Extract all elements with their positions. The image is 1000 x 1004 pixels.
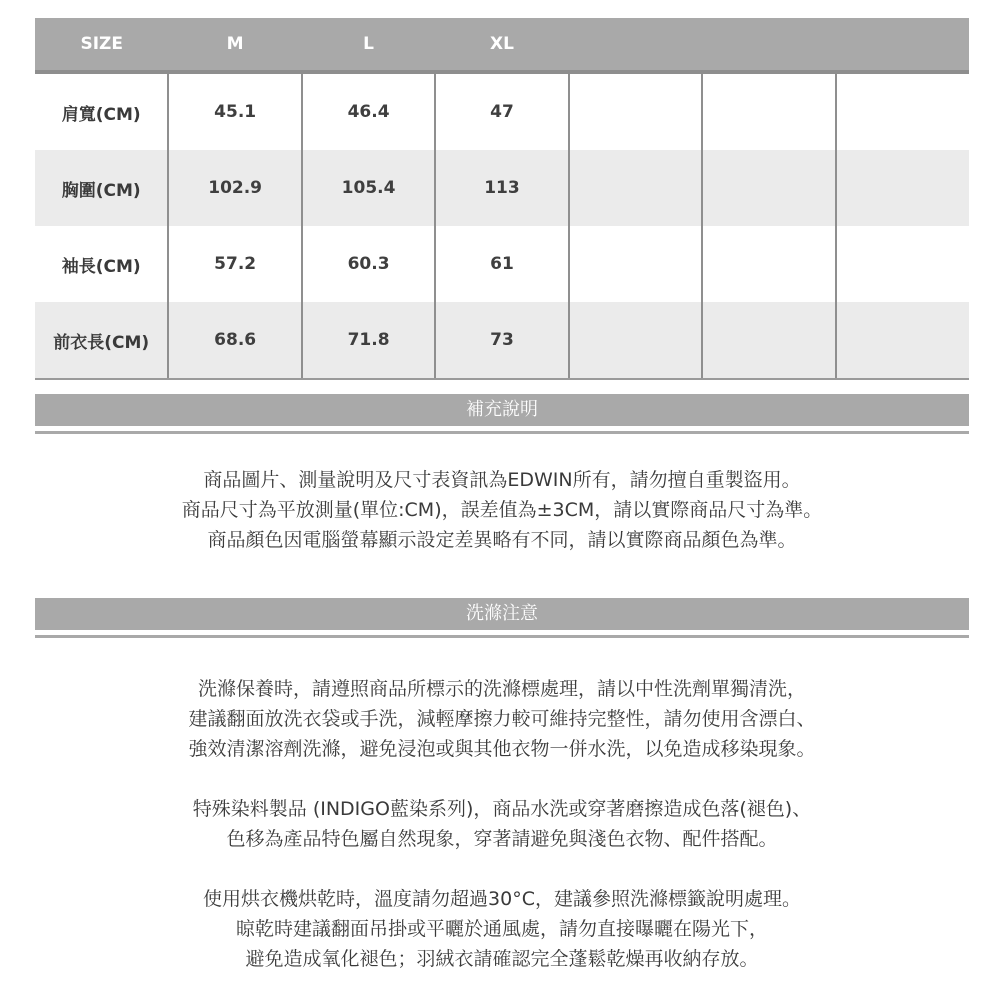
row-label: 胸圍(CM) (35, 150, 168, 226)
cell-value: 46.4 (302, 72, 435, 150)
cell-value: 60.3 (302, 226, 435, 302)
header-m: M (168, 18, 301, 72)
header-empty (569, 18, 702, 72)
table-row-chest (35, 150, 969, 226)
cell-value: 102.9 (168, 150, 301, 226)
washing-line: 使用烘衣機烘乾時，溫度請勿超過30°C，建議參照洗滌標籤說明處理。 (203, 888, 801, 910)
cell-empty (836, 72, 969, 150)
cell-value: 71.8 (302, 302, 435, 379)
cell-value: 57.2 (168, 226, 301, 302)
cell-empty (569, 226, 702, 302)
cell-empty (702, 302, 835, 379)
washing-line: 強效清潔溶劑洗滌，避免浸泡或與其他衣物一併水洗，以免造成移染現象。 (188, 738, 816, 760)
washing-paragraph (35, 884, 969, 974)
table-row-sleeve (35, 226, 969, 302)
cell-empty (702, 150, 835, 226)
cell-value: 105.4 (302, 150, 435, 226)
row-label: 前衣長(CM) (35, 302, 168, 379)
header-empty (836, 18, 969, 72)
cell-empty (569, 72, 702, 150)
supplement-line: 商品圖片、測量說明及尺寸表資訊為EDWIN所有，請勿擅自重製盜用。 (203, 469, 801, 491)
washing-line: 特殊染料製品 (INDIGO藍染系列)，商品水洗或穿著磨擦造成色落(褪色)、 (192, 798, 812, 820)
cell-empty (836, 302, 969, 379)
header-l: L (302, 18, 435, 72)
washing-notes (35, 674, 969, 1004)
row-label: 袖長(CM) (61, 256, 141, 277)
cell-empty (569, 150, 702, 226)
washing-paragraph (35, 674, 969, 764)
cell-empty (569, 302, 702, 379)
supplement-header: 補充說明 (35, 394, 969, 426)
header-empty (702, 18, 835, 72)
washing-line: 色移為產品特色屬自然現象，穿著請避免與淺色衣物、配件搭配。 (226, 828, 778, 850)
supplement-line: 商品顏色因電腦螢幕顯示設定差異略有不同，請以實際商品顏色為準。 (207, 529, 797, 551)
supplement-line: 商品尺寸為平放測量(單位:CM)，誤差值為±3CM，請以實際商品尺寸為準。 (181, 499, 823, 521)
supplement-notes (35, 465, 969, 555)
washing-paragraph (35, 794, 969, 854)
washing-line: 建議翻面放洗衣袋或手洗，減輕摩擦力較可維持完整性，請勿使用含漂白、 (188, 708, 816, 730)
header-size: SIZE (35, 18, 168, 72)
cell-value: 113 (435, 150, 568, 226)
table-row-shoulder (35, 72, 969, 150)
size-header-row (35, 18, 969, 72)
washing-header: 洗滌注意 (35, 598, 969, 630)
table-row-front-length (35, 302, 969, 379)
cell-value: 73 (435, 302, 568, 379)
washing-line: 避免造成氧化褪色；羽絨衣請確認完全蓬鬆乾燥再收納存放。 (245, 948, 759, 970)
cell-empty (702, 226, 835, 302)
cell-value: 61 (435, 226, 568, 302)
washing-line: 晾乾時建議翻面吊掛或平曬於通風處，請勿直接曝曬在陽光下， (235, 918, 768, 940)
header-xl: XL (435, 18, 568, 72)
cell-value: 47 (435, 72, 568, 150)
washing-line: 洗滌保養時，請遵照商品所標示的洗滌標處理，請以中性洗劑單獨清洗， (197, 678, 806, 700)
cell-empty (836, 226, 969, 302)
row-label: 肩寬(CM) (61, 104, 141, 125)
cell-empty (836, 150, 969, 226)
size-chart-table (35, 18, 969, 380)
cell-value: 68.6 (168, 302, 301, 379)
cell-value: 45.1 (168, 72, 301, 150)
cell-empty (702, 72, 835, 150)
